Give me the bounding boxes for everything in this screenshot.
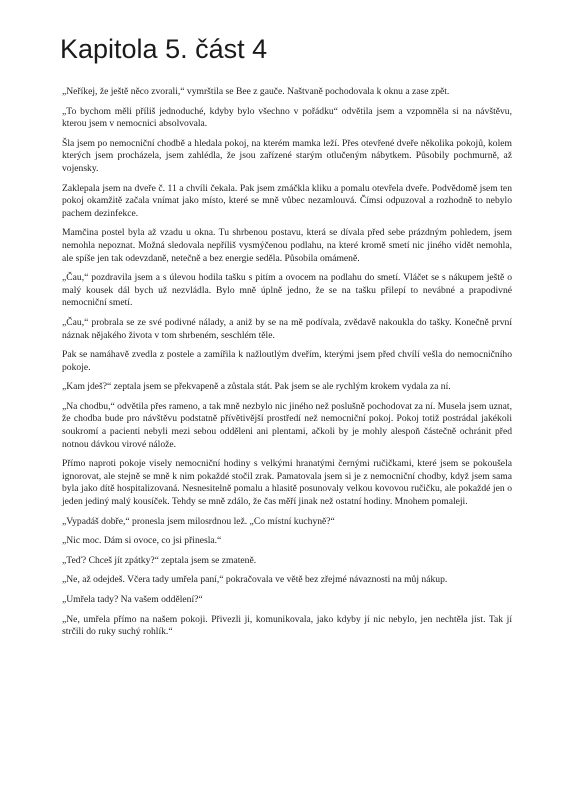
paragraph: „Teď? Chceš jít zpátky?“ zeptala jsem se zmateně.: [62, 554, 257, 566]
paragraph: „Čau,“ pozdravila jsem a s úlevou hodila tašku s pitím a ovocem na podlahu do smetí. Vláčet se s nákupem ještě o malý kousek dál bych už nezvládla. Bylo mně úplně jedno, že se na tašku přilepí to nevábné a prapodivné nemocniční smetí.: [62, 272, 512, 309]
page-title: Kapitola 5. část 4: [60, 34, 268, 64]
paragraph: Pak se namáhavě zvedla z postele a zamířila k nažloutlým dveřím, kterými jsem před chvílí vešla do nemocničního pokoje.: [62, 349, 512, 373]
paragraph: „Neříkej, že ještě něco zvorali,“ vymrštila se Bee z gauče. Naštvaně pochodovala k oknu a zase zpět.: [62, 86, 450, 97]
paragraph: „Umřela tady? Na vašem oddělení?“: [62, 594, 203, 605]
paragraph: Zaklepala jsem na dveře č. 11 a chvíli čekala. Pak jsem zmáčkla kliku a pomalu otevřela dveře. Podvědomě jsem ten pokoj okamžitě začala vnímat jako místo, které se mně vůbec nezamlouvá. Čímsi odpuzoval a rozhodně to nebylo pachem dezinfekce.: [62, 182, 512, 219]
paragraph: „Kam jdeš?“ zeptala jsem se překvapeně a zůstala stát. Pak jsem se ale rychlým krokem vydala za ní.: [62, 381, 451, 393]
document-body: [62, 86, 512, 646]
paragraph: „Ne, až odejdeš. Včera tady umřela paní,“ pokračovala ve větě bez zřejmé návaznosti na můj nákup.: [62, 574, 448, 586]
paragraph: „Vypadáš dobře,“ pronesla jsem milosrdnou lež. „Co místní kuchyně?“: [62, 515, 335, 527]
paragraph: Šla jsem po nemocniční chodbě a hledala pokoj, na kterém mamka leží. Přes otevřené dveře několika pokojů, kolem kterých jsem procházela, jsem zahlédla, že jsou zařízené starým otlučeným nábytkem. Působily pochmurně, až vojensky.: [62, 137, 512, 174]
paragraph: „Nic moc. Dám si ovoce, co jsi přinesla.“: [62, 535, 222, 547]
paragraph: „Čau,“ probrala se ze své podivné nálady, a aniž by se na mě podívala, zvědavě nakoukla do tašky. Konečně první náznak nějakého života v tom shrbeném, seschlém těle.: [62, 316, 512, 341]
paragraph: „Ne, umřela přímo na našem pokoji. Přivezli ji, komunikovala, jako kdyby jí nic nebylo, jen nechtěla jíst. Tak jí strčili do ruky suchý rohlík.“: [62, 613, 512, 638]
paragraph: „Na chodbu,“ odvětila přes rameno, a tak mně nezbylo nic jiného než poslušně pochodovat za ní. Musela jsem uznat, že chodba bude pro návštěvu podstatně přívětivější prostředí než nemocniční pokoj. Pokoj totiž postrádal jakékoli soukromí a pacienti nebyli mezi sebou odděleni ani plentami, ačkoli by je mohly alespoň částečně ochránit před notnou dávkou virové nálože.: [62, 400, 512, 450]
paragraph: Přímo naproti pokoje visely nemocniční hodiny s velkými hranatými černými ručičkami, které jsem se pokoušela ignorovat, ale stejně se mně k nim pokaždé stočil zrak. Pamatovala jsem si je z nemocniční chodby, když jsem sama byla jako dítě hospitalizovaná. Nesnesitelně pomalu a hlasitě posunovaly velkou kovovou ručičku, ale pokaždé jen o jeden jediný malý kousíček. Tehdy se mně zdálo, že čas měří jinak než ostatní hodiny. Mnohem pomaleji.: [62, 458, 512, 508]
paragraph: „To bychom měli příliš jednoduché, kdyby bylo všechno v pořádku“ odvětila jsem a vzpomněla si na návštěvu, kterou jsem v nemocnici absolvovala.: [62, 105, 512, 130]
paragraph: Mamčina postel byla až vzadu u okna. Tu shrbenou postavu, která se dívala před sebe prázdným pohledem, jsem nemohla nepoznat. Možná sledovala nepříliš vysmýčenou podlahu, na které kromě smetí nic jiného vidět nemohla, ale spíše jen tak odevzdaně, netečně a bez energie seděla. Působila omámeně.: [62, 227, 512, 264]
